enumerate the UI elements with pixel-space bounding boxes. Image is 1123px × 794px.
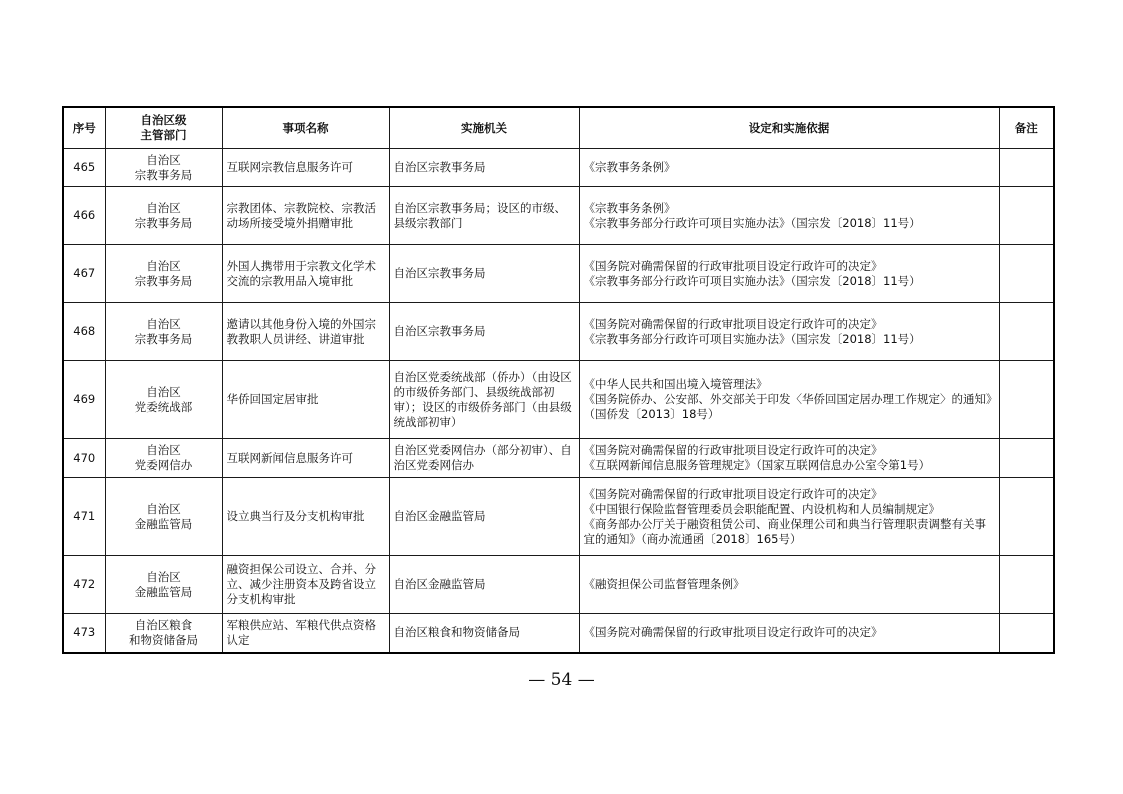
cell-dept [105,614,222,653]
cell-item-name: 外国人携带用于宗教文化学术交流的宗教用品入境审批 [222,245,389,303]
dept-line: 金融监管局 [134,584,193,599]
cell-agency: 自治区金融监管局 [389,556,579,614]
basis-line: 《互联网新闻信息服务管理规定》（国家互联网信息办公室令第1号） [583,458,931,472]
header-remark: 备注 [999,107,1054,149]
dept-line: 自治区 [146,200,181,215]
dept-line: 金融监管局 [134,516,193,531]
header-name: 事项名称 [222,107,389,149]
cell-basis [579,245,999,303]
basis-line: 《国务院对确需保留的行政审批项目设定行政许可的决定》 [583,258,883,273]
cell-no: 467 [63,245,105,303]
items-table [62,106,1055,654]
table-row [63,245,1054,303]
header-dept [105,107,222,149]
cell-dept [105,187,222,245]
dept-line: 党委网信办 [134,458,193,472]
table-body [63,149,1054,653]
cell-item-name: 设立典当行及分支机构审批 [222,478,389,556]
basis-line: 《国务院对确需保留的行政审批项目设定行政许可的决定》 [583,316,883,331]
basis-line: 《商务部办公厅关于融资租赁公司、商业保理公司和典当行管理职责调整有关事宜的通知》（商办流通函〔2018〕165号） [583,516,986,546]
cell-basis [579,439,999,478]
cell-dept [105,478,222,556]
cell-agency: 自治区党委统战部（侨办）（由设区的市级侨务部门、县级统战部初审）；设区的市级侨务部门（由县级统战部初审） [389,361,579,439]
cell-item-name: 融资担保公司设立、合并、分立、减少注册资本及跨省设立分支机构审批 [222,556,389,614]
table-row [63,556,1054,614]
cell-basis [579,556,999,614]
basis-line: 《中华人民共和国出境入境管理法》 [583,377,768,391]
header-agency: 实施机关 [389,107,579,149]
basis-line: 《宗教事务条例》 [583,160,676,174]
cell-basis [579,187,999,245]
cell-basis [579,614,999,653]
cell-dept [105,556,222,614]
cell-remark [999,187,1054,245]
cell-remark [999,149,1054,187]
table-row [63,478,1054,556]
cell-remark [999,556,1054,614]
basis-line: 《宗教事务部分行政许可项目实施办法》（国宗发〔2018〕11号） [583,273,921,288]
cell-remark [999,478,1054,556]
cell-remark [999,303,1054,361]
header-no: 序号 [63,107,105,149]
cell-dept [105,303,222,361]
dept-line: 宗教事务局 [134,167,193,182]
dept-line: 宗教事务局 [134,273,193,288]
dept-line: 自治区 [146,152,181,167]
dept-line: 和物资储备局 [129,632,198,647]
basis-line: 《宗教事务部分行政许可项目实施办法》（国宗发〔2018〕11号） [583,215,921,230]
cell-remark [999,361,1054,439]
dept-line: 自治区粮食 [134,617,193,632]
table-row [63,303,1054,361]
cell-agency: 自治区宗教事务局 [389,245,579,303]
cell-item-name: 邀请以其他身份入境的外国宗教教职人员讲经、讲道审批 [222,303,389,361]
basis-line: 《融资担保公司监督管理条例》 [583,577,745,591]
cell-no: 472 [63,556,105,614]
dept-line: 自治区 [146,443,181,457]
dept-line: 自治区 [146,258,181,273]
basis-line: 《国务院对确需保留的行政审批项目设定行政许可的决定》 [583,486,883,501]
cell-basis [579,149,999,187]
table-row [63,614,1054,653]
basis-line: 《国务院对确需保留的行政审批项目设定行政许可的决定》 [583,625,883,640]
header-dept-line1: 自治区级 [140,113,187,127]
cell-dept [105,245,222,303]
header-dept-line2: 主管部门 [140,128,187,142]
cell-remark [999,439,1054,478]
cell-agency: 自治区金融监管局 [389,478,579,556]
table-row [63,149,1054,187]
basis-line: 《宗教事务部分行政许可项目实施办法》（国宗发〔2018〕11号） [583,331,921,346]
header-basis: 设定和实施依据 [579,107,999,149]
cell-agency: 自治区宗教事务局 [389,303,579,361]
table-row [63,187,1054,245]
cell-item-name: 宗教团体、宗教院校、宗教活动场所接受境外捐赠审批 [222,187,389,245]
cell-remark [999,245,1054,303]
cell-dept [105,439,222,478]
cell-basis [579,478,999,556]
cell-dept [105,149,222,187]
dept-line: 宗教事务局 [134,331,193,346]
table-row [63,361,1054,439]
cell-item-name: 互联网新闻信息服务许可 [222,439,389,478]
cell-agency: 自治区粮食和物资储备局 [389,614,579,653]
basis-line: 《宗教事务条例》 [583,200,676,215]
dept-line: 自治区 [146,569,181,584]
dept-line: 自治区 [146,384,181,399]
cell-item-name: 军粮供应站、军粮代供点资格认定 [222,614,389,653]
cell-remark [999,614,1054,653]
cell-no: 466 [63,187,105,245]
dept-line: 党委统战部 [134,399,193,414]
basis-line: 《中国银行保险监督管理委员会职能配置、内设机构和人员编制规定》 [583,501,940,516]
cell-no: 470 [63,439,105,478]
dept-line: 自治区 [146,501,181,516]
cell-agency: 自治区党委网信办（部分初审）、自治区党委网信办 [389,439,579,478]
cell-no: 471 [63,478,105,556]
cell-basis [579,303,999,361]
cell-basis [579,361,999,439]
dept-line: 自治区 [146,316,181,331]
cell-no: 469 [63,361,105,439]
cell-item-name: 华侨回国定居审批 [222,361,389,439]
cell-item-name: 互联网宗教信息服务许可 [222,149,389,187]
dept-line: 宗教事务局 [134,215,193,230]
cell-no: 465 [63,149,105,187]
table-row [63,439,1054,478]
basis-line: 《国务院对确需保留的行政审批项目设定行政许可的决定》 [583,443,883,457]
cell-agency: 自治区宗教事务局 [389,149,579,187]
cell-agency: 自治区宗教事务局；设区的市级、县级宗教部门 [389,187,579,245]
table-header-row [63,107,1054,149]
cell-no: 473 [63,614,105,653]
cell-dept [105,361,222,439]
basis-line: 《国务院侨办、公安部、外交部关于印发〈华侨回国定居办理工作规定〉的通知》（国侨发〔2013〕18号） [583,392,992,421]
page-number: — 54 — [528,670,595,690]
cell-no: 468 [63,303,105,361]
